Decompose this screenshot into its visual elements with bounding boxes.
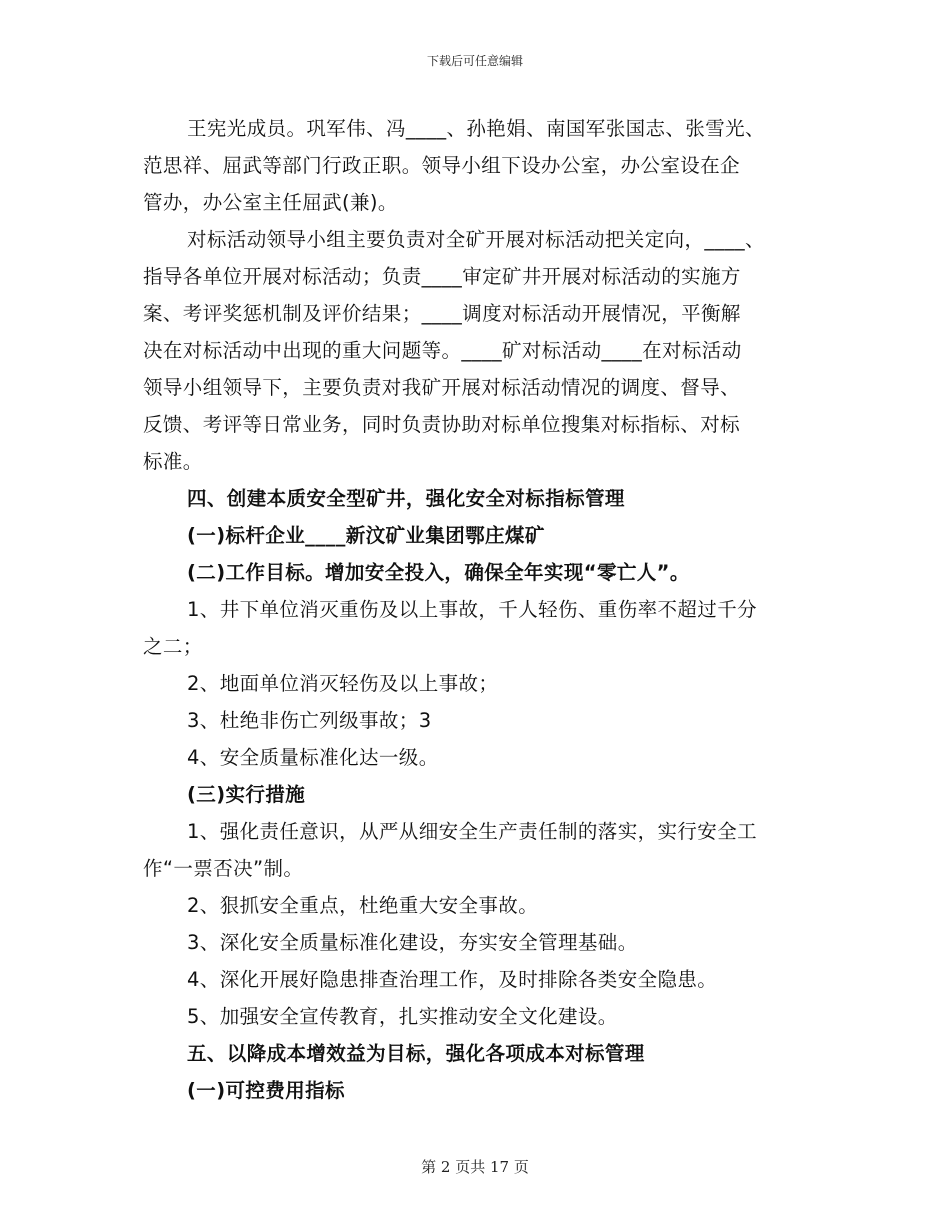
text-line: 5、加强安全宣传教育，扎实推动安全文化建设。 xyxy=(187,1005,618,1028)
text-line: 指导各单位开展对标活动；负责____审定矿井开展对标活动的实施方 xyxy=(143,265,741,288)
document-body xyxy=(143,110,803,1109)
text-line: 2、地面单位消灭轻伤及以上事故； xyxy=(187,672,499,695)
text-line: 2、狠抓安全重点，杜绝重大安全事故。 xyxy=(187,894,539,917)
text-line: 3、深化安全质量标准化建设，夯实安全管理基础。 xyxy=(187,931,638,954)
section-heading: (二)工作目标。增加安全投入，确保全年实现“零亡人”。 xyxy=(187,561,690,584)
text-line: 案、考评奖惩机制及评价结果；____调度对标活动开展情况，平衡解 xyxy=(143,302,741,325)
text-line: 标准。 xyxy=(143,450,203,473)
text-line: 决在对标活动中出现的重大问题等。____矿对标活动____在对标活动 xyxy=(143,339,742,362)
text-line: 1、井下单位消灭重伤及以上事故，千人轻伤、重伤率不超过千分 xyxy=(187,598,758,621)
text-line: 对标活动领导小组主要负责对全矿开展对标活动把关定向，____、 xyxy=(187,228,765,251)
text-line: 范思祥、屈武等部门行政正职。领导小组下设办公室，办公室设在企 xyxy=(143,154,741,177)
text-line: 领导小组领导下，主要负责对我矿开展对标活动情况的调度、督导、 xyxy=(143,376,741,399)
section-heading: 五、以降成本增效益为目标，强化各项成本对标管理 xyxy=(187,1042,645,1065)
section-heading: (三)实行措施 xyxy=(187,783,306,806)
page-footer: 第 2 页共 17 页 xyxy=(421,1158,529,1176)
text-line: 3、杜绝非伤亡列级事故；3 xyxy=(187,709,432,732)
text-line: 4、深化开展好隐患排查治理工作，及时排除各类安全隐患。 xyxy=(187,968,718,991)
page-header: 下载后可任意编辑 xyxy=(426,54,523,68)
section-heading: (一)标杆企业____新汶矿业集团鄂庄煤矿 xyxy=(187,524,545,547)
text-line: 之二； xyxy=(143,635,203,658)
text-line: 4、安全质量标准化达一级。 xyxy=(187,746,439,769)
text-line: 作“一票否决”制。 xyxy=(143,857,304,880)
text-line: 1、强化责任意识，从严从细安全生产责任制的落实，实行安全工 xyxy=(187,820,758,843)
text-line: 管办，办公室主任屈武(兼)。 xyxy=(143,191,398,214)
text-line: 王宪光成员。巩军伟、冯____、孙艳娟、南国军张国志、张雪光、 xyxy=(187,117,765,140)
section-heading: (一)可控费用指标 xyxy=(187,1079,345,1102)
text-line: 反馈、考评等日常业务，同时负责协助对标单位搜集对标指标、对标 xyxy=(143,413,741,436)
section-heading: 四、创建本质安全型矿井，强化安全对标指标管理 xyxy=(187,487,625,510)
